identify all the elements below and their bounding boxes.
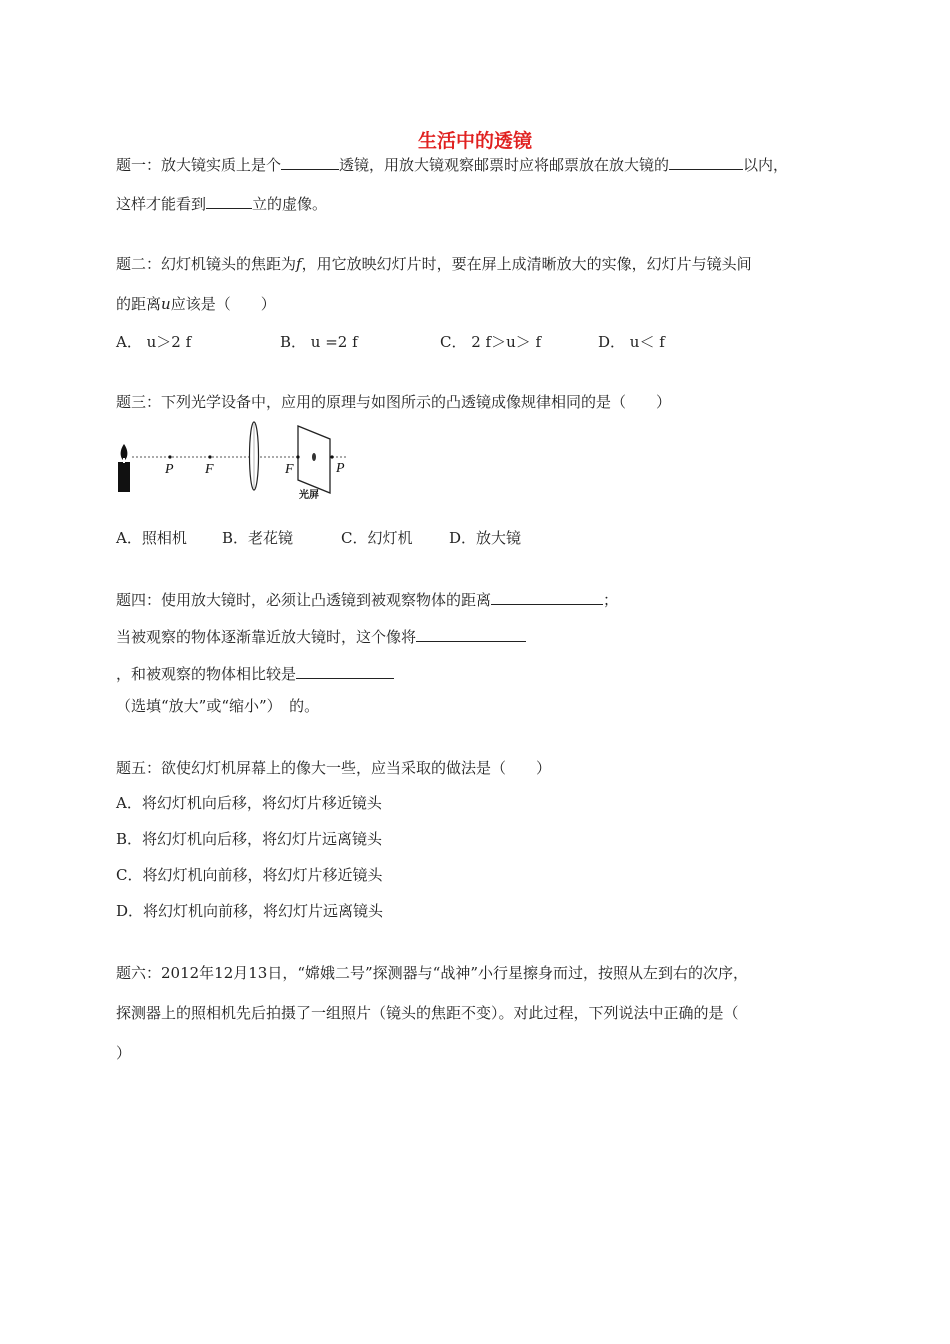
q3-option-d[interactable]: D．放大镜 xyxy=(449,529,522,547)
q1-text-d: 这样才能看到 xyxy=(116,195,207,213)
q3-option-a[interactable]: A．照相机 xyxy=(116,529,187,547)
image-on-screen xyxy=(312,453,316,461)
question-4-line-3 xyxy=(116,663,394,684)
q2-option-b[interactable]: B． u =2 f xyxy=(280,333,358,351)
q2-focal-symbol: f xyxy=(296,255,302,273)
q5-option-d[interactable]: D．将幻灯机向前移，将幻灯片远离镜头 xyxy=(116,902,384,920)
question-4-line-2 xyxy=(116,626,526,647)
question-1-line-2 xyxy=(116,193,327,214)
q1-blank-2[interactable] xyxy=(669,154,743,170)
question-6-line-2: 探测器上的照相机先后拍摄了一组照片（镜头的焦距不变）。对此过程，下列说法中正确的是（ xyxy=(116,1004,739,1022)
point-p-left xyxy=(168,455,171,458)
page-title: 生活中的透镜 xyxy=(417,130,532,152)
label-p-right: P xyxy=(336,461,345,476)
q2-option-d[interactable]: D． u＜ f xyxy=(598,333,665,351)
label-f-left: F xyxy=(205,462,214,477)
q1-text-e: 立的虚像。 xyxy=(252,195,328,213)
question-3-text: 题三：下列光学设备中，应用的原理与如图所示的凸透镜成像规律相同的是（ ） xyxy=(116,393,672,411)
label-screen: 光屏 xyxy=(299,490,319,501)
q4-blank-3[interactable] xyxy=(296,663,394,679)
point-p-right xyxy=(330,455,333,458)
q2-text-a: 题二：幻灯机镜头的焦距为 xyxy=(116,255,297,273)
convex-lens-diagram xyxy=(112,418,362,502)
question-2-line-2 xyxy=(116,294,276,314)
q2-text-d: 应该是（ ） xyxy=(170,295,276,313)
q5-option-c[interactable]: C．将幻灯机向前移，将幻灯片移近镜头 xyxy=(116,866,383,884)
q5-option-b[interactable]: B．将幻灯机向后移，将幻灯片远离镜头 xyxy=(116,830,383,848)
question-4-line-4: （选填“放大”或“缩小”） 的。 xyxy=(116,697,320,715)
q2-text-c: 的距离 xyxy=(116,295,162,313)
q3-option-b[interactable]: B．老花镜 xyxy=(222,529,294,547)
q2-distance-symbol: u xyxy=(161,295,171,313)
question-5-text: 题五：欲使幻灯机屏幕上的像大一些，应当采取的做法是（ ） xyxy=(116,759,552,777)
question-6-line-3: ） xyxy=(116,1044,132,1062)
point-f-right xyxy=(296,455,299,458)
q5-option-a[interactable]: A．将幻灯机向后移，将幻灯片移近镜头 xyxy=(116,794,382,812)
label-f-right: F xyxy=(285,462,294,477)
q4-text-2: 当被观察的物体逐渐靠近放大镜时，这个像将 xyxy=(116,628,417,646)
point-f-left xyxy=(208,455,211,458)
q4-text-1-end: ； xyxy=(603,591,619,609)
q2-text-b: ，用它放映幻灯片时，要在屏上成清晰放大的实像，幻灯片与镜头间 xyxy=(301,255,752,273)
q1-blank-3[interactable] xyxy=(206,193,252,209)
q1-blank-1[interactable] xyxy=(281,154,339,170)
q1-text-c: 以内， xyxy=(743,156,789,174)
candle xyxy=(118,444,130,492)
q1-text-a: 题一：放大镜实质上是个 xyxy=(116,156,282,174)
q4-text-3: ，和被观察的物体相比较是 xyxy=(116,665,297,683)
question-6-line-1: 题六：2012年12月13日，“嫦娥二号”探测器与“战神”小行星擦身而过，按照从左到右的次序， xyxy=(116,964,749,982)
q2-option-a[interactable]: A． u＞2 f xyxy=(116,333,192,351)
question-1-line-1 xyxy=(116,154,788,175)
question-2-line-1 xyxy=(116,254,752,274)
q4-blank-1[interactable] xyxy=(491,589,603,605)
q4-text-1: 题四：使用放大镜时，必须让凸透镜到被观察物体的距离 xyxy=(116,591,492,609)
label-p-left: P xyxy=(165,462,174,477)
question-4-line-1 xyxy=(116,589,618,610)
q1-text-b: 透镜，用放大镜观察邮票时应将邮票放在放大镜的 xyxy=(339,156,670,174)
q2-option-c[interactable]: C． 2 f＞u＞ f xyxy=(440,333,542,351)
q3-option-c[interactable]: C．幻灯机 xyxy=(341,529,413,547)
q4-blank-2[interactable] xyxy=(416,626,526,642)
